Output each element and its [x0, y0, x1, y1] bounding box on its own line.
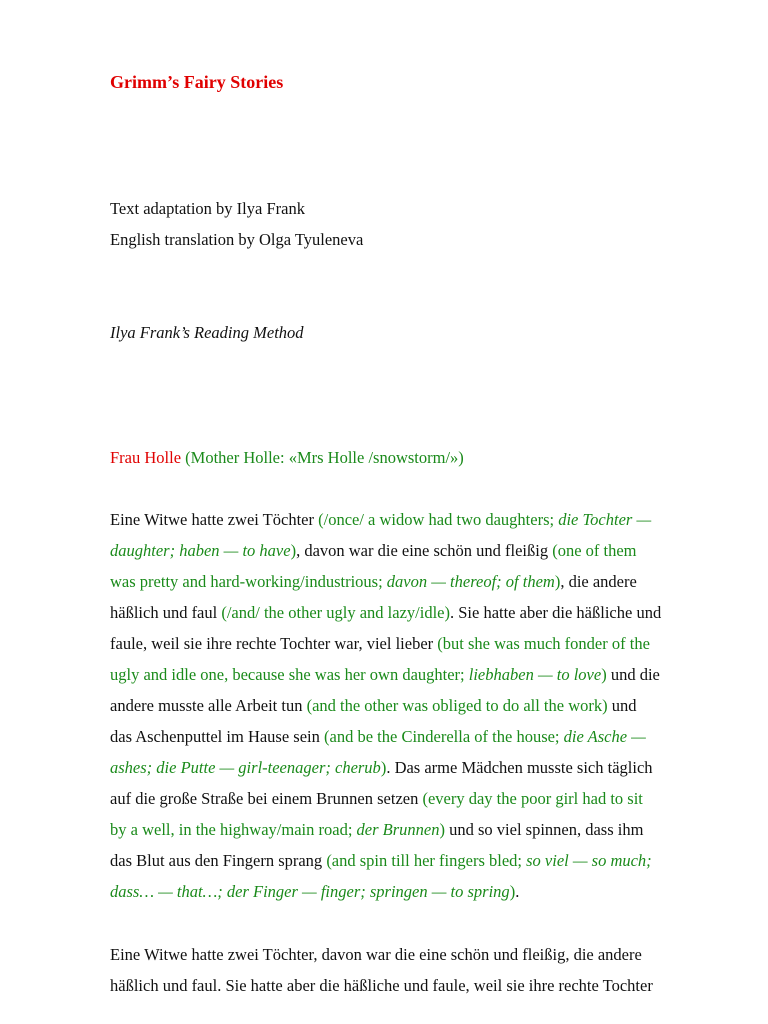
translation-segment: ashes; die Putte — girl-teenager; cherub — [110, 758, 381, 777]
translation-segment: (and spin till her fingers bled; — [326, 851, 527, 870]
german-segment: andere musste alle Arbeit tun — [110, 696, 307, 715]
paragraph-line — [110, 752, 720, 783]
translation-segment: ) — [380, 758, 387, 777]
translation-segment: daughter; haben — to have — [110, 541, 291, 560]
translation-segment: ) — [601, 665, 607, 684]
paragraph-line — [110, 783, 720, 814]
german-segment: Eine Witwe hatte zwei Töchter — [110, 510, 319, 529]
translation-segment: so viel — so much; — [526, 851, 652, 870]
paragraph-line — [110, 845, 720, 876]
german-segment: . — [515, 882, 520, 901]
german-segment: und so viel spinnen, dass ihm — [444, 820, 644, 839]
translation-segment: die Tochter — — [558, 510, 652, 529]
translation-credit: English translation by Olga Tyuleneva — [110, 230, 364, 249]
paragraph-line — [110, 535, 720, 566]
paragraph-line — [110, 721, 720, 752]
german-segment: , davon war die eine schön und fleißig — [296, 541, 553, 560]
german-segment: und die — [606, 665, 660, 684]
translation-segment: (one of them — [552, 541, 637, 560]
paragraph-line — [110, 876, 720, 907]
translation-segment: was pretty and hard-working/industrious; — [110, 572, 387, 591]
german-segment: faule, weil sie ihre rechte Tochter war, viel lieber — [110, 634, 438, 653]
german-segment: . Sie hatte aber die häßliche und — [449, 603, 662, 622]
translation-segment: (every day the poor girl had to sit — [422, 789, 643, 808]
plain-paragraph — [110, 939, 720, 1001]
translation-segment: die Asche — — [563, 727, 646, 746]
paragraph-line — [110, 690, 720, 721]
translation-segment: ugly and idle one, because she was her own daughter; — [110, 665, 469, 684]
paragraph-line — [110, 504, 720, 535]
paragraph-line: Eine Witwe hatte zwei Töchter, davon war die eine schön und fleißig, die andere — [110, 945, 642, 964]
story-heading — [110, 448, 464, 468]
translation-segment: (/and/ the other ugly and lazy/idle) — [221, 603, 450, 622]
story-heading-translation: (Mother Holle: «Mrs Holle /snowstorm/») — [181, 448, 464, 467]
adaptation-credit: Text adaptation by Ilya Frank — [110, 199, 305, 218]
german-segment: das Aschenputtel im Hause sein — [110, 727, 325, 746]
translation-segment: by a well, in the highway/main road; — [110, 820, 357, 839]
translation-segment: ) — [290, 541, 297, 560]
paragraph-line — [110, 566, 720, 597]
translation-segment: ) — [439, 820, 445, 839]
method-title: Ilya Frank’s Reading Method — [110, 323, 304, 342]
translation-segment: (and be the Cinderella of the house; — [324, 727, 564, 746]
translation-segment: dass… — that…; der Finger — finger; springen — to spring — [110, 882, 510, 901]
translation-segment: (but she was much fonder of the — [437, 634, 650, 653]
german-segment: . Das arme Mädchen musste sich täglich — [386, 758, 653, 777]
translation-segment: liebhaben — to love — [468, 665, 602, 684]
translation-segment: ) — [509, 882, 516, 901]
paragraph-line — [110, 628, 720, 659]
german-segment: das Blut aus den Fingern sprang — [110, 851, 327, 870]
book-title: Grimm’s Fairy Stories — [110, 72, 284, 92]
german-segment: auf die große Straße bei einem Brunnen setzen — [110, 789, 423, 808]
translation-segment: (and the other was obliged to do all the work) — [306, 696, 608, 715]
annotated-paragraph — [110, 504, 720, 907]
paragraph-line: häßlich und faul. Sie hatte aber die häßliche und faule, weil sie ihre rechte Tochter — [110, 976, 653, 995]
german-segment: häßlich und faul — [110, 603, 222, 622]
paragraph-line — [110, 597, 720, 628]
german-segment: und — [607, 696, 637, 715]
translation-segment: davon — thereof; of them — [386, 572, 555, 591]
translation-segment: der Brunnen — [356, 820, 440, 839]
german-segment: , die andere — [560, 572, 637, 591]
paragraph-line — [110, 659, 720, 690]
paragraph-line — [110, 814, 720, 845]
translation-segment: ) — [554, 572, 561, 591]
translation-segment: (/once/ a widow had two daughters; — [318, 510, 559, 529]
story-heading-german: Frau Holle — [110, 448, 182, 467]
